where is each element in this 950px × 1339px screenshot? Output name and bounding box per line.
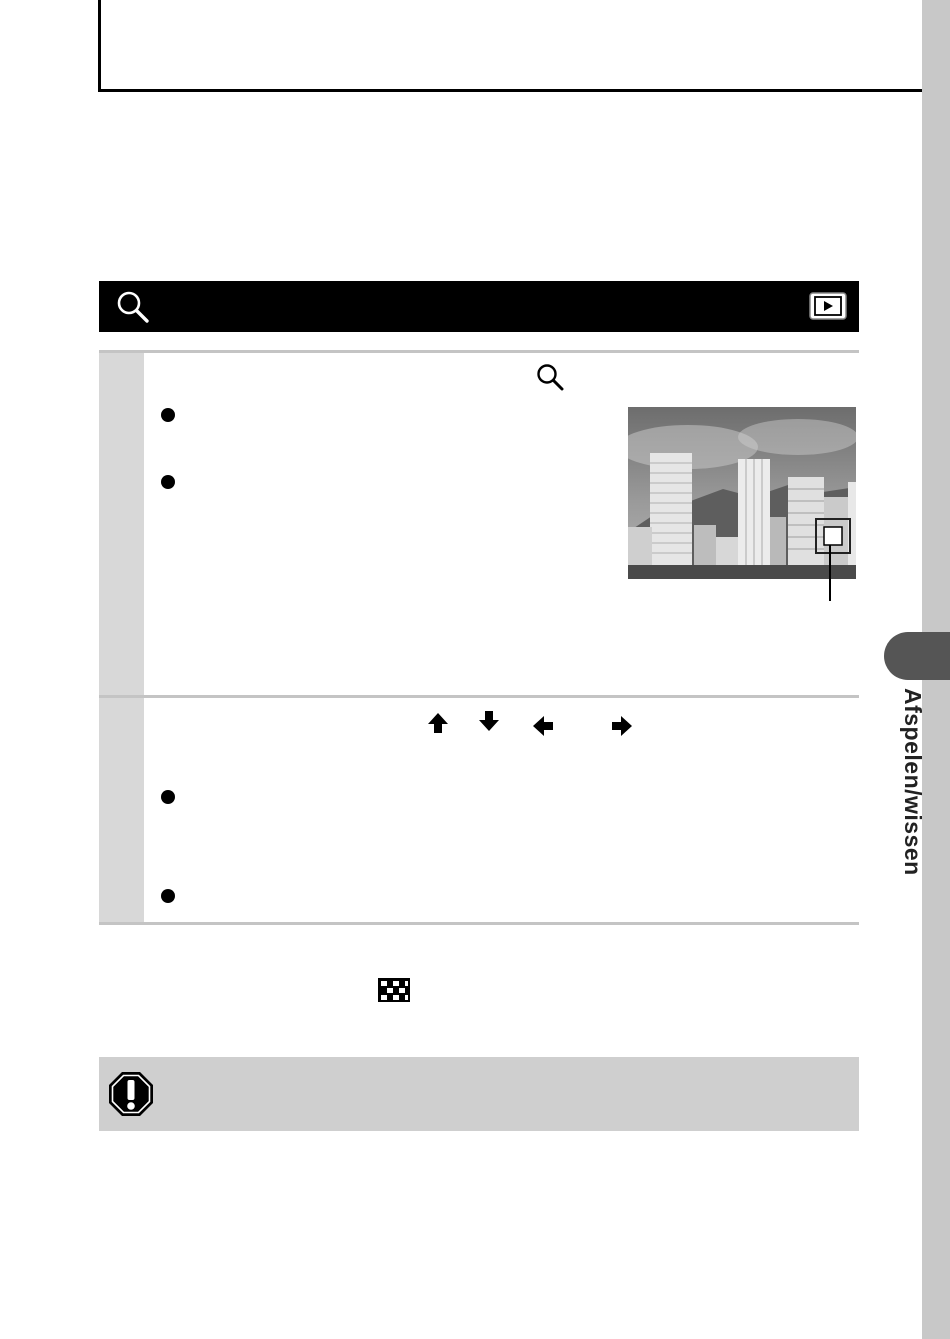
chapter-label-text: Afspelen/wissen — [900, 688, 926, 876]
section-title-bar — [99, 281, 859, 332]
arrow-right-icon — [611, 715, 633, 737]
step-1-number-column — [99, 353, 144, 697]
arrow-left-icon — [532, 715, 554, 737]
arrow-up-icon — [427, 712, 449, 734]
bullet-icon — [161, 790, 175, 804]
bullet-icon — [161, 475, 175, 489]
playback-mode-icon — [809, 292, 847, 320]
magnifier-icon — [535, 362, 565, 392]
arrow-down-icon — [478, 710, 500, 732]
caution-box — [99, 1057, 859, 1131]
sample-cityscape-photo — [628, 407, 856, 579]
bullet-icon — [161, 408, 175, 422]
callout-line — [829, 545, 831, 601]
page-header-frame — [98, 0, 950, 92]
chapter-tab — [884, 632, 950, 680]
step-2-number-column — [99, 698, 144, 922]
index-grid-icon — [378, 978, 410, 1002]
magnifier-icon — [116, 290, 150, 324]
bullet-icon — [161, 889, 175, 903]
caution-icon — [108, 1071, 154, 1117]
